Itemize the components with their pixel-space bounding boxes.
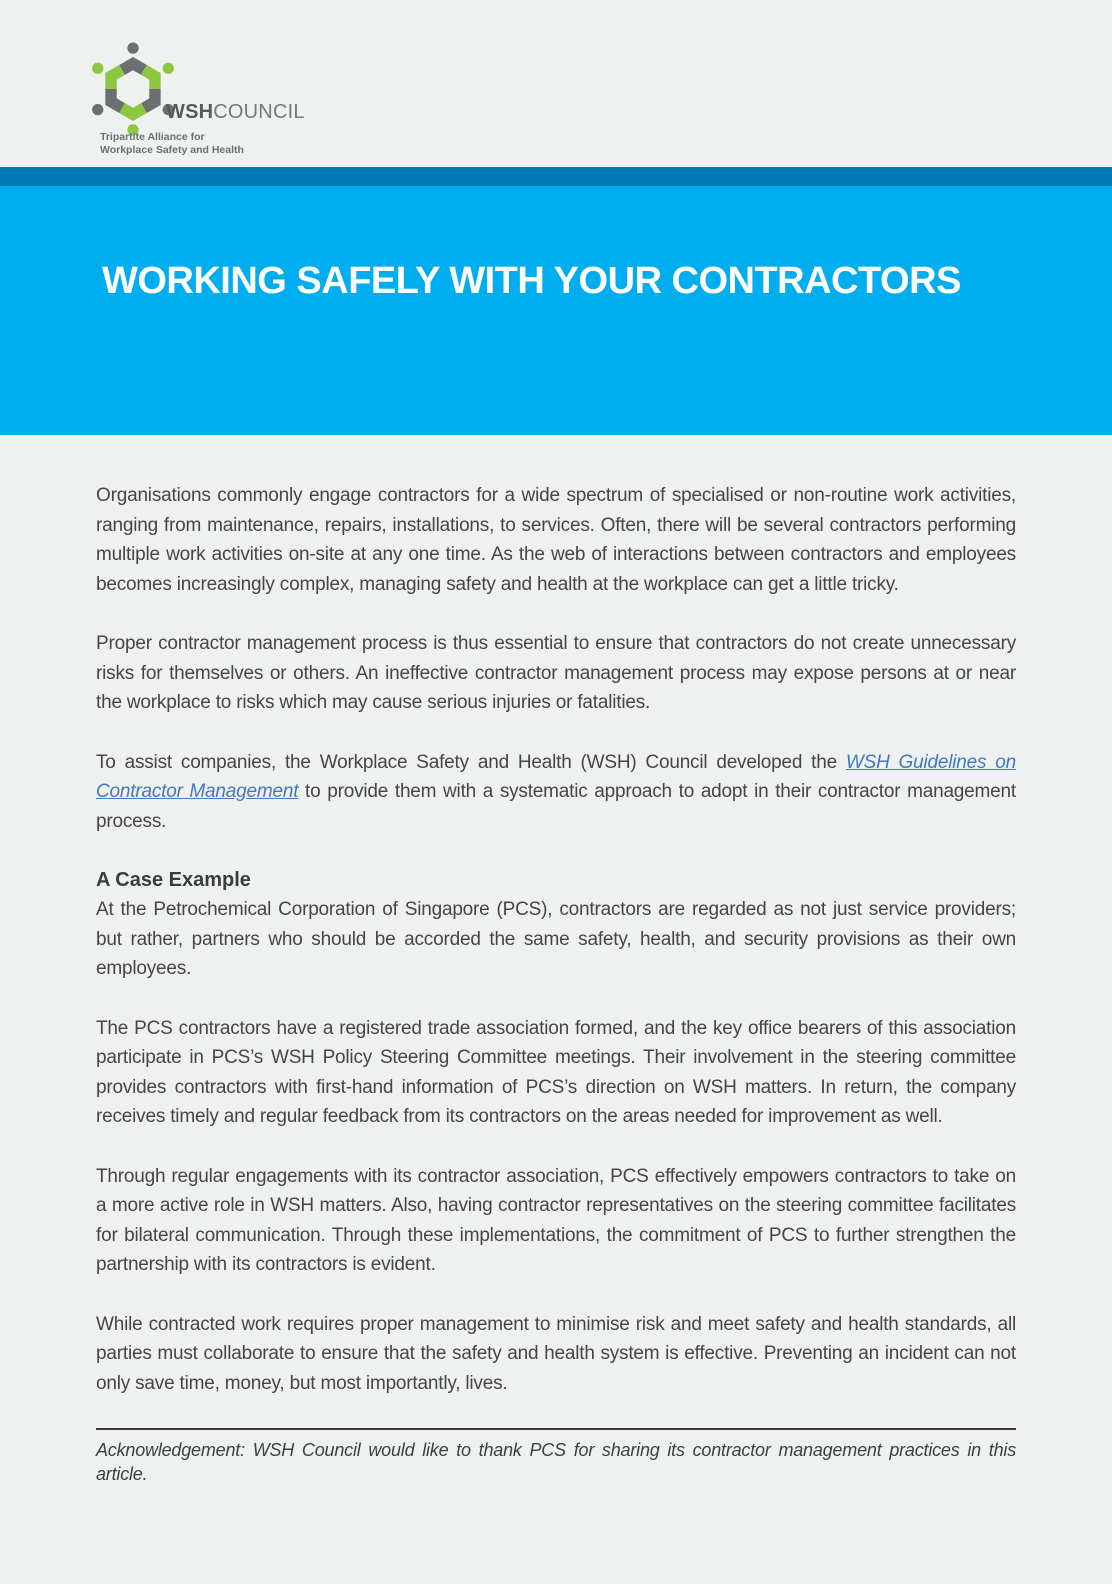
guidelines-text-after: to provide them with a systematic approach to adopt in their contractor management process. bbox=[96, 781, 1016, 832]
brand-council: COUNCIL bbox=[213, 101, 305, 123]
header-accent-strip bbox=[0, 167, 1112, 186]
brand-tagline bbox=[100, 131, 244, 157]
tagline-line-1: Tripartite Alliance for bbox=[100, 131, 205, 143]
guidelines-text-before: To assist companies, the Workplace Safety and Health (WSH) Council developed the bbox=[96, 751, 846, 773]
paragraph-proper-management: Proper contractor management process is thus essential to ensure that contractors do not create unnecessary risks for themselves or others. An ineffective contractor management process may expose persons at or near the workplace to risks which may cause serious injuries or fatalities. bbox=[96, 633, 1016, 713]
paragraph-collaboration: While contracted work requires proper management to minimise risk and meet safety and health standards, all parties must collaborate to ensure that the safety and health system is effective. Preventing an incident can not only save time, money, but most importantly, lives. bbox=[96, 1313, 1016, 1394]
masthead bbox=[0, 0, 1112, 167]
page-title: WORKING SAFELY WITH YOUR CONTRACTORS bbox=[102, 260, 961, 302]
acknowledgement: Acknowledgement: WSH Council would like to thank PCS for sharing its contractor management practices in this article. bbox=[96, 1440, 1016, 1484]
case-example-heading: A Case Example bbox=[96, 869, 251, 891]
tagline-line-2: Workplace Safety and Health bbox=[100, 144, 244, 156]
paragraph-guidelines bbox=[96, 748, 1016, 837]
brand-wsh: WSH bbox=[166, 101, 214, 123]
paragraph-trade-association: The PCS contractors have a registered trade association formed, and the key office bearers of this association participate in PCS’s WSH Policy Steering Committee meetings. Their involvement in the steering committee provides contractors with first-hand information of PCS’s direction on WSH matters. In return, the company receives timely and regular feedback from its contractors on the areas needed for improvement as well. bbox=[96, 1017, 1016, 1127]
paragraph-engagements: Through regular engagements with its contractor association, PCS effectively empowers contractors to take on a more active role in WSH matters. Also, having contractor representatives on the steering committee facilitates for bilateral communication. Through these implementations, the commitment of PCS to further strengthen the partnership with its contractors is evident. bbox=[96, 1165, 1016, 1275]
wsh-guidelines-link[interactable]: WSH Guidelines on Contractor Management bbox=[96, 751, 1016, 802]
paragraph-intro: Organisations commonly engage contractors for a wide spectrum of specialised or non-routine work activities, ranging from maintenance, repairs, installations, to services. Often, there will be several contractors performing multiple work activities on-site at any one time. As the web of interactions between contractors and employees becomes increasingly complex, managing safety and health at the workplace can get a little tricky. bbox=[96, 485, 1016, 595]
paragraph-pcs-intro: At the Petrochemical Corporation of Singapore (PCS), contractors are regarded as not just service providers; but rather, partners who should be accorded the same safety, health, and security provisions as their own employees. bbox=[96, 899, 1016, 979]
title-band bbox=[0, 186, 1112, 435]
brand-wordmark bbox=[166, 101, 305, 124]
footer-divider bbox=[96, 1428, 1016, 1430]
article-body bbox=[96, 481, 1016, 1486]
